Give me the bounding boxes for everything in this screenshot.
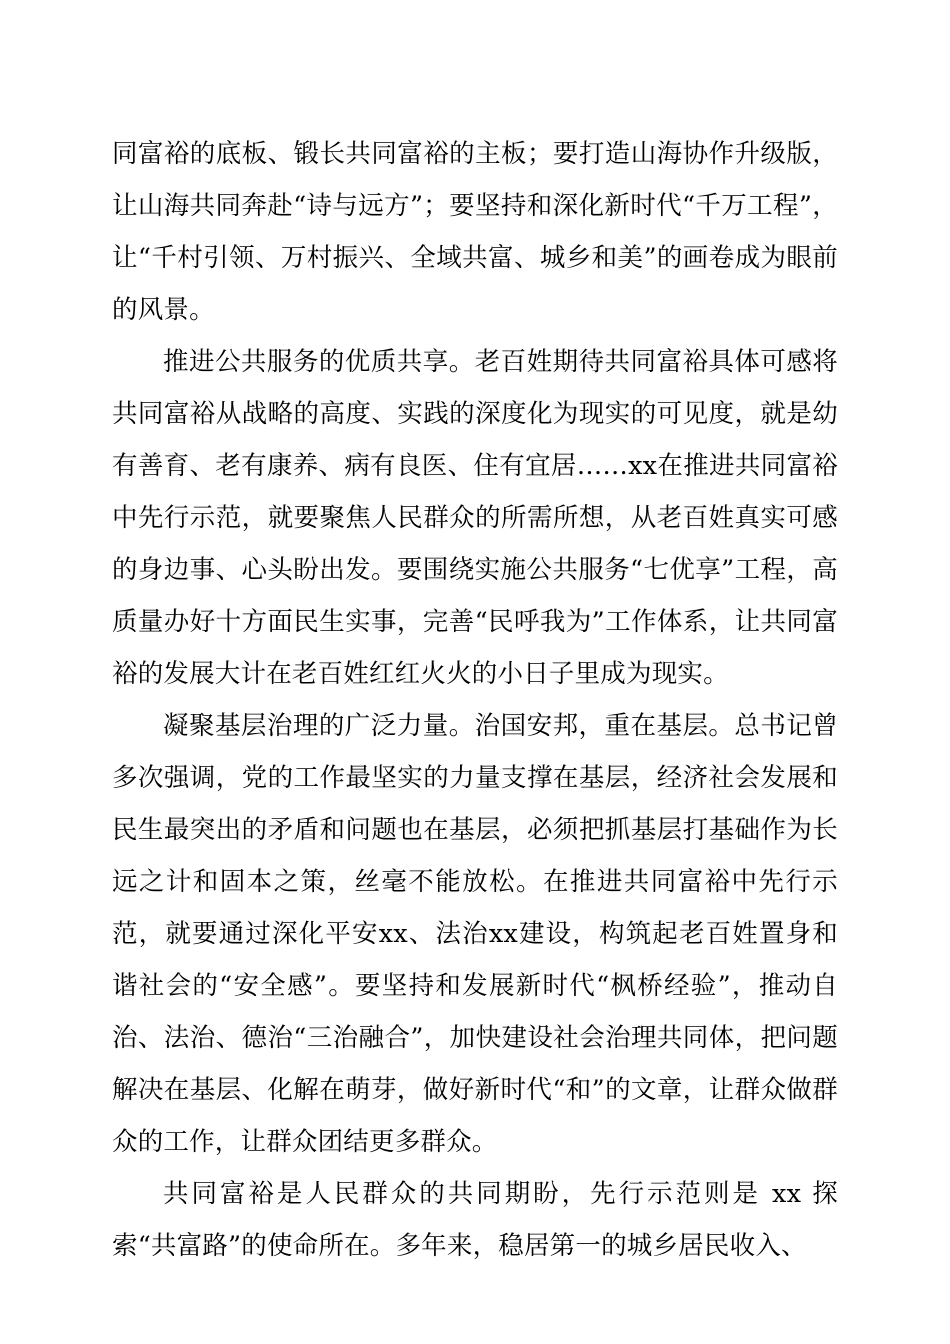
document-body: [112, 128, 838, 1272]
paragraph-1: 同富裕的底板、锻长共同富裕的主板；要打造山海协作升级版，让山海共同奔赴“诗与远方”；要坚持和深化新时代“千万工程”，让“千村引领、万村振兴、全域共富、城乡和美”的画卷成为眼前的风景。: [112, 139, 838, 325]
paragraph-3: 凝聚基层治理的广泛力量。治国安邦，重在基层。总书记曾多次强调，党的工作最坚实的力量支撑在基层，经济社会发展和民生最突出的矛盾和问题也在基层，必须把抓基层打基础作为长远之计和固本之策，丝毫不能放松。在推进共同富裕中先行示范，就要通过深化平安xx、法治xx建设，构筑起老百姓置身和谐社会的“安全感”。要坚持和发展新时代“枫桥经验”，推动自治、法治、德治“三治融合”，加快建设社会治理共同体，把问题解决在基层、化解在萌芽，做好新时代“和”的文章，让群众做群众的工作，让群众团结更多群众。: [112, 711, 838, 1157]
paragraph-2: 推进公共服务的优质共享。老百姓期待共同富裕具体可感将共同富裕从战略的高度、实践的深度化为现实的可见度，就是幼有善育、老有康养、病有良医、住有宜居……xx在推进共同富裕中先行示范，就要聚焦人民群众的所需所想，从老百姓真实可感的身边事、心头盼出发。要围绕实施公共服务“七优享”工程，高质量办好十方面民生实事，完善“民呼我为”工作体系，让共同富裕的发展大计在老百姓红红火火的小日子里成为现实。: [112, 347, 838, 689]
paragraph-4: 共同富裕是人民群众的共同期盼，先行示范则是 xx 探索“共富路”的使命所在。多年来，稳居第一的城乡居民收入、: [112, 1179, 838, 1261]
